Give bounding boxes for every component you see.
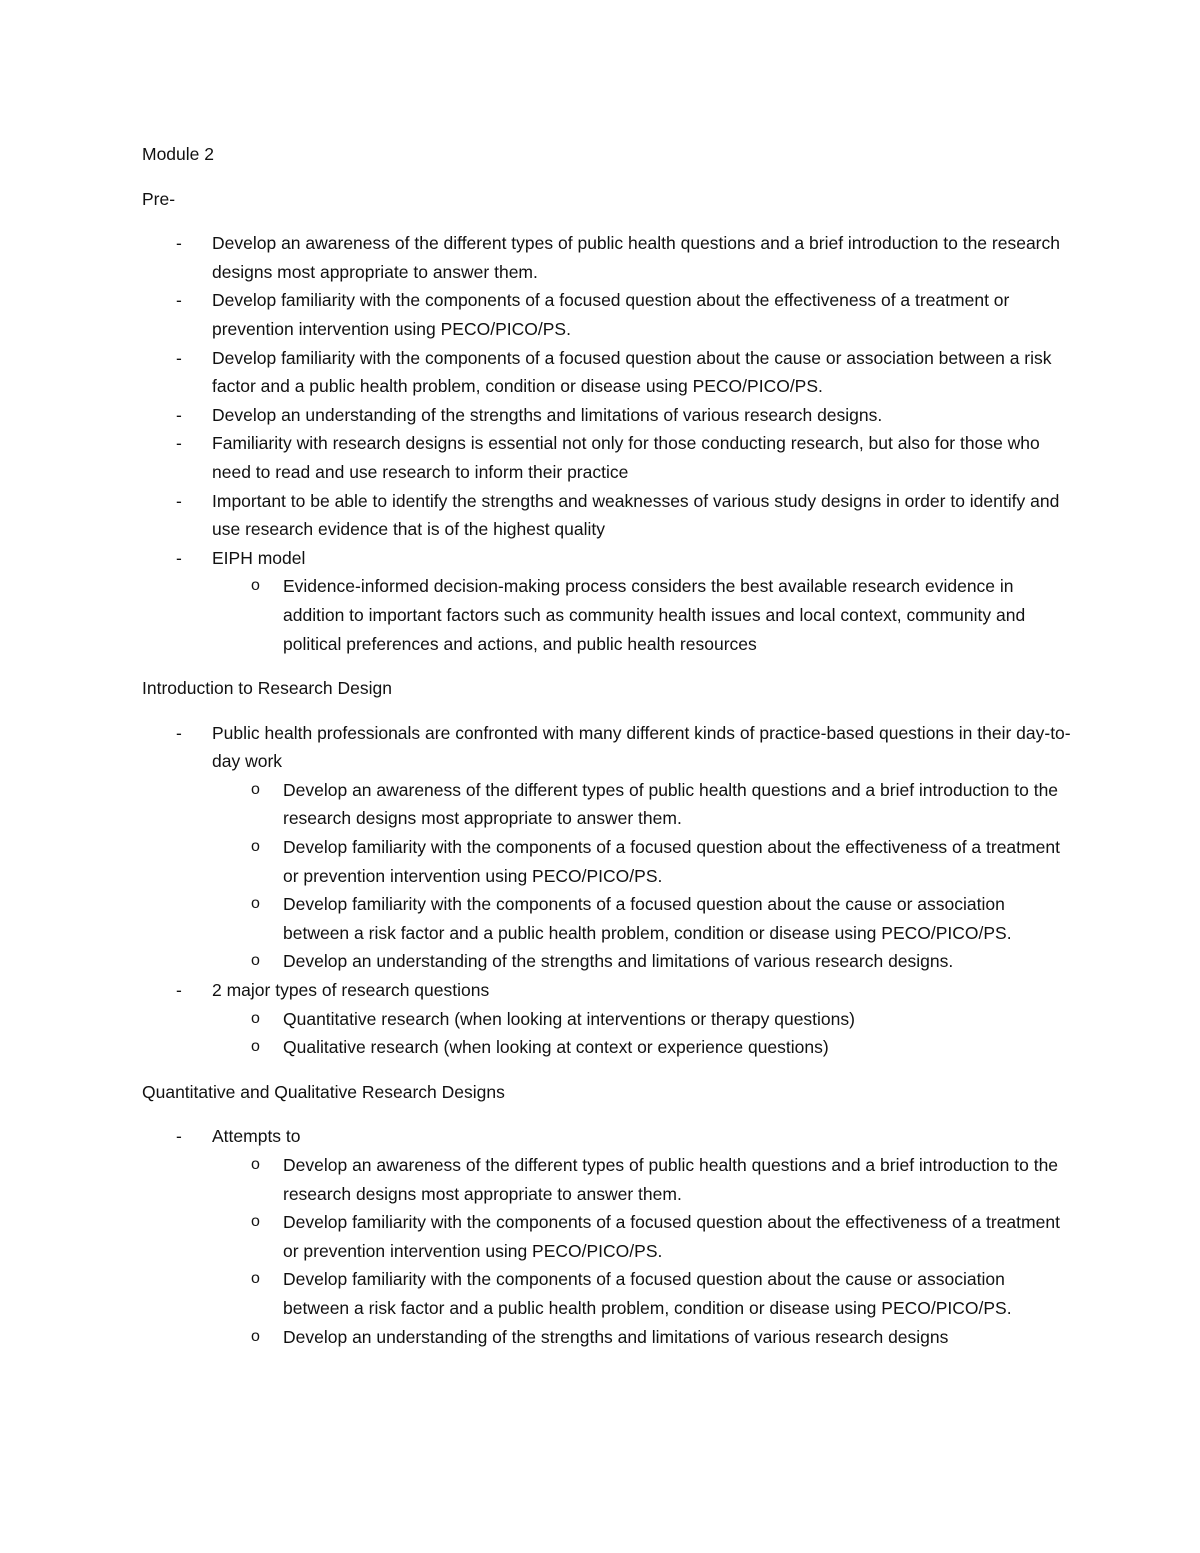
pre-list [142,229,1072,658]
intro-list [142,719,1072,1062]
list-item [176,487,1072,544]
list-item [176,286,1072,343]
sub-list-item-text: Qualitative research (when looking at context or experience questions) [283,1037,829,1058]
sub-list-item [251,890,1072,947]
sub-list-item [251,1265,1072,1322]
circle-bullet: o [251,1009,260,1027]
sub-list-item [251,947,1072,976]
list-item [176,1122,1072,1351]
list-item-text: Develop familiarity with the components of a focused question about the cause or association between a risk factor and a public health problem, condition or disease using PECO/PICO/PS. [212,347,1052,397]
list-item-text: Develop familiarity with the components of a focused question about the effectiveness of a treatment or prevention intervention using PECO/PICO/PS. [212,290,1010,339]
designs-list [142,1122,1072,1351]
list-item-text: Public health professionals are confronted with many different kinds of practice-based questions in their day-to-day work [212,722,1071,772]
document-body [142,140,1072,1351]
sub-list-item [251,776,1072,833]
circle-bullet: o [251,1038,260,1056]
dash-bullet: - [176,547,182,568]
pre-label: Pre- [142,188,176,209]
sub-list-item-text: Develop an understanding of the strengths and limitations of various research designs [283,1326,949,1347]
section-heading-designs: Quantitative and Qualitative Research Designs [142,1081,505,1102]
circle-bullet: o [251,577,260,595]
circle-bullet: o [251,1270,260,1288]
dash-bullet: - [176,490,182,511]
designs-sublist [212,1151,1072,1351]
dash-bullet: - [176,233,182,254]
dash-bullet: - [176,433,182,454]
sub-list-item [251,1323,1072,1352]
sub-list-item-text: Quantitative research (when looking at interventions or therapy questions) [283,1008,855,1029]
dash-bullet: - [176,290,182,311]
sub-list-item [251,1208,1072,1265]
list-item-text: Familiarity with research designs is essential not only for those conducting research, but also for those who need to read and use research to inform their practice [212,433,1040,482]
section-heading-intro: Introduction to Research Design [142,678,392,699]
dash-bullet: - [176,722,182,743]
sub-list-item [251,572,1072,658]
sub-list-item-text: Evidence-informed decision-making process considers the best available research evidence in addition to important factors such as community health issues and local context, community and political preferences and actions, and public health resources [283,576,1026,654]
sub-list-item [251,1005,1072,1034]
circle-bullet: o [251,952,260,970]
list-item-text: Attempts to [212,1126,301,1147]
circle-bullet: o [251,895,260,913]
list-item [176,229,1072,286]
sub-list-item-text: Develop familiarity with the components of a focused question about the effectiveness of a treatment or prevention intervention using PECO/PICO/PS. [283,837,1060,886]
list-item-text: 2 major types of research questions [212,980,490,1001]
list-item [176,429,1072,486]
sub-list-item-text: Develop familiarity with the components of a focused question about the cause or association between a risk factor and a public health problem, condition or disease using PECO/PICO/PS. [283,1269,1012,1318]
list-item-text: EIPH model [212,547,306,568]
sub-list-item-text: Develop an awareness of the different types of public health questions and a brief introduction to the research designs most appropriate to answer them. [283,1155,1059,1204]
list-item-text: Important to be able to identify the strengths and weaknesses of various study designs in order to identify and use research evidence that is of the highest quality [212,490,1060,540]
list-item [176,344,1072,401]
list-item [176,544,1072,658]
list-item-text: Develop an awareness of the different types of public health questions and a brief introduction to the research designs most appropriate to answer them. [212,233,1060,282]
sub-list-item-text: Develop familiarity with the components of a focused question about the cause or association between a risk factor and a public health problem, condition or disease using PECO/PICO/PS. [283,894,1012,943]
list-item-text: Develop an understanding of the strengths and limitations of various research designs. [212,404,883,425]
dash-bullet: - [176,404,182,425]
sub-list-item [251,833,1072,890]
circle-bullet: o [251,780,260,798]
sub-list-item [251,1033,1072,1062]
circle-bullet: o [251,1156,260,1173]
dash-bullet: - [176,980,182,1001]
sub-list-item-text: Develop familiarity with the components of a focused question about the effectiveness of a treatment or prevention intervention using PECO/PICO/PS. [283,1212,1060,1261]
intro-sublist [212,776,1072,976]
circle-bullet: o [251,1327,260,1345]
list-item [176,401,1072,430]
research-types-sublist [212,1005,1072,1062]
sub-list-item [251,1151,1072,1208]
list-item [176,719,1072,976]
document-title: Module 2 [142,144,214,164]
circle-bullet: o [251,1213,260,1231]
sub-list-item-text: Develop an understanding of the strengths and limitations of various research designs. [283,951,954,972]
dash-bullet: - [176,347,182,368]
sub-list-item-text: Develop an awareness of the different types of public health questions and a brief introduction to the research designs most appropriate to answer them. [283,779,1059,829]
eiph-sublist [212,572,1072,658]
circle-bullet: o [251,838,260,856]
list-item [176,976,1072,1062]
dash-bullet: - [176,1126,182,1147]
